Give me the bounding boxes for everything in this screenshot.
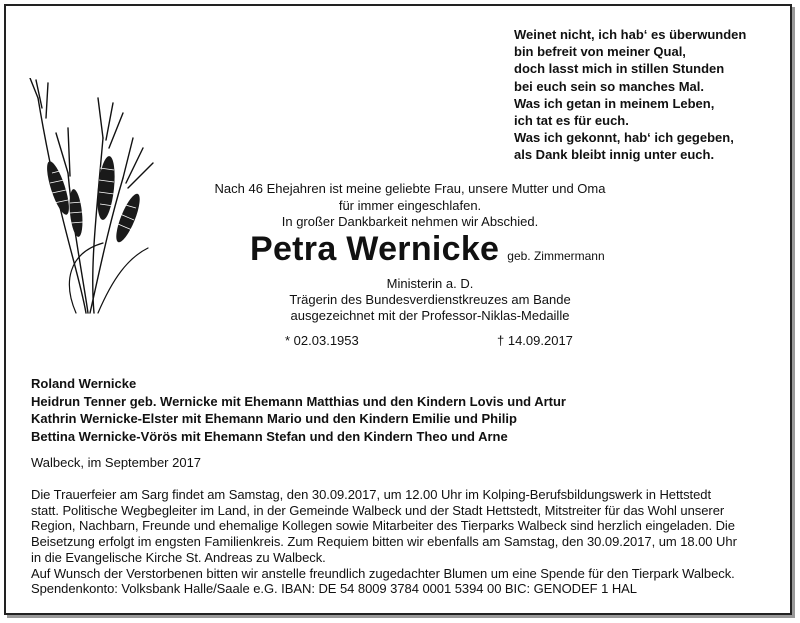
poem — [514, 26, 746, 164]
poem-line: bei euch sein so manches Mal. — [514, 78, 705, 94]
poem-line: bin befreit von meiner Qual, — [514, 44, 686, 60]
deceased-titles — [220, 276, 640, 324]
notice-line: Beisetzung erfolgt im engsten Familienkreis. Zum Requiem bitten wir ebenfalls am Samstag, den 30.09.2017, um 18.00 Uhr — [31, 534, 737, 550]
deceased-name: Petra Wernicke — [250, 230, 500, 268]
notice-line: statt. Politische Wegbegleiter im Land, in der Gemeinde Walbeck und der Stadt Hettstedt, Mitstreiter für das Wohl unserer — [31, 502, 725, 518]
birth-name: geb. Zimmermann — [507, 249, 605, 263]
notice-line: Region, Nachbarn, Freunde und ehemalige Kollegen sowie Mitarbeiter des Tierparks Walbeck sind herzlich eingeladen. Die — [31, 518, 735, 534]
notice-line: Spendenkonto: Volksbank Halle/Saale e.G. IBAN: DE 54 8009 3784 0001 5394 00 BIC: GENODEF 1 HAL — [31, 581, 637, 597]
mourners-list — [31, 375, 566, 445]
notice-line: Die Trauerfeier am Sarg findet am Samstag, den 30.09.2017, um 12.00 Uhr im Kolping-Berufsbildungswerk in Hettstedt — [31, 487, 712, 502]
mourner: Bettina Wernicke-Vörös mit Ehemann Stefan und den Kindern Theo und Arne — [31, 428, 508, 444]
poem-line: Weinet nicht, ich hab‘ es überwunden — [514, 27, 747, 42]
poem-line: als Dank bleibt innig unter euch. — [514, 147, 715, 163]
place-date: Walbeck, im September 2017 — [31, 455, 202, 470]
poem-line: ich tat es für euch. — [514, 113, 629, 129]
birth-date: * 02.03.1953 — [285, 333, 359, 348]
mourner: Roland Wernicke — [31, 376, 137, 391]
notice-line: in die Evangelische Kirche St. Andreas zu Walbeck. — [31, 549, 326, 565]
death-date: † 14.09.2017 — [497, 333, 573, 348]
deceased-name-row — [250, 230, 605, 269]
intro-line: In großer Dankbarkeit nehmen wir Abschied. — [281, 214, 539, 229]
funeral-notice — [31, 487, 737, 597]
intro-line: Nach 46 Ehejahren ist meine geliebte Frau, unsere Mutter und Oma — [214, 181, 606, 196]
title-line: Ministerin a. D. — [386, 276, 474, 291]
mourner: Heidrun Tenner geb. Wernicke mit Ehemann Matthias und den Kindern Lovis und Artur — [31, 393, 566, 409]
wheat-ears-icon — [28, 78, 158, 318]
mourner: Kathrin Wernicke-Elster mit Ehemann Mario und den Kindern Emilie und Philip — [31, 411, 517, 426]
poem-line: Was ich getan in meinem Leben, — [514, 95, 715, 111]
title-line: Trägerin des Bundesverdienstkreuzes am Bande — [289, 292, 571, 307]
intro-text — [160, 181, 660, 231]
poem-line: doch lasst mich in stillen Stunden — [514, 61, 725, 77]
intro-line: für immer eingeschlafen. — [338, 197, 482, 213]
title-line: ausgezeichnet mit der Professor-Niklas-Medaille — [290, 308, 570, 323]
poem-line: Was ich gekonnt, hab‘ ich gegeben, — [514, 130, 734, 146]
notice-line: Auf Wunsch der Verstorbenen bitten wir anstelle freundlich zugedachter Blumen um eine Spende für den Tierpark Walbeck. — [31, 565, 735, 581]
